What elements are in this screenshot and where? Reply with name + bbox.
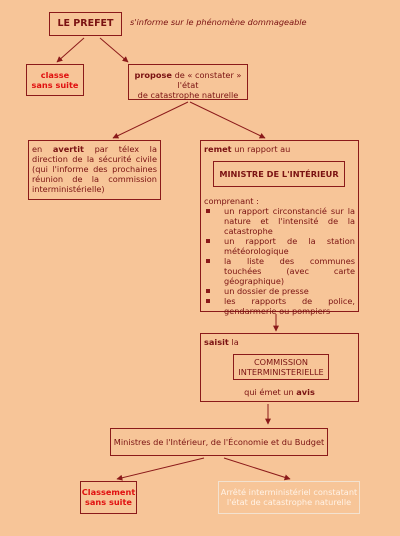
avertit-verb: avertit: [52, 144, 84, 154]
ministre-box: [213, 161, 345, 187]
remet-verb: remet: [204, 144, 232, 154]
classe-line1: classe: [40, 70, 70, 80]
comprenant-label: comprenant :: [204, 196, 259, 206]
rapport-item: la liste des communes touchées (avec carte géographique): [204, 256, 355, 286]
arrow-ministres-arrete: [224, 458, 290, 479]
classement-box: [80, 481, 137, 514]
ministres-box: [110, 428, 328, 456]
prefet-note: s'informe sur le phénomène dommageable: [130, 17, 307, 27]
arrow-prefet-propose: [100, 38, 128, 62]
rapport-item: un dossier de presse: [204, 286, 355, 296]
classement-line1: Classement: [81, 487, 136, 497]
propose-box: [128, 64, 248, 100]
rapport-item: un rapport de la station météorologique: [204, 236, 355, 256]
avertit-box: [28, 140, 161, 200]
propose-line2: de catastrophe naturelle: [137, 90, 239, 100]
avis-text: qui émet un: [244, 387, 297, 397]
commission-box: [233, 354, 329, 380]
rapport-item: un rapport circonstancié sur la nature et l'intensité de la catastrophe: [204, 206, 355, 236]
commission-line2: INTERMINISTERIELLE: [238, 367, 324, 377]
arrow-ministres-classement: [117, 458, 204, 479]
prefet-box: [49, 12, 122, 36]
classe-box: [26, 64, 84, 96]
classe-line2: sans suite: [31, 80, 79, 90]
prefet-title: LE PREFET: [57, 18, 114, 29]
arrow-propose-avertit: [113, 102, 188, 138]
arrow-propose-remet: [190, 102, 265, 138]
arrow-prefet-classe: [57, 38, 84, 62]
rapport-list: [204, 206, 355, 316]
saisit-text: la: [228, 337, 239, 347]
propose-verb: propose: [134, 70, 172, 80]
avertit-prefix: en: [32, 144, 53, 154]
classement-line2: sans suite: [85, 497, 132, 507]
arrete-line1: Arrêté interministériel constatant: [220, 487, 358, 497]
saisit-verb: saisit: [204, 337, 229, 347]
commission-line1: COMMISSION: [253, 357, 309, 367]
remet-box: [200, 140, 359, 316]
ministre-label: MINISTRE DE L'INTÉRIEUR: [219, 169, 339, 179]
ministres-label: Ministres de l'Intérieur, de l'Économie et du Budget: [113, 437, 325, 447]
saisit-box: [200, 333, 359, 402]
remet-text: un rapport au: [231, 144, 291, 154]
avis-word: avis: [296, 387, 315, 397]
rapport-item: les rapports de police, gendarmerie ou pompiers: [204, 296, 355, 316]
arrete-box: [218, 481, 360, 514]
propose-line1: de « constater » l'état: [171, 70, 242, 90]
arrete-line2: l'état de catastrophe naturelle: [226, 497, 352, 507]
avertit-text: par télex la direction de la sécurité civile (qui l'informe des prochaines réunion de la commission interministérielle): [32, 144, 157, 194]
